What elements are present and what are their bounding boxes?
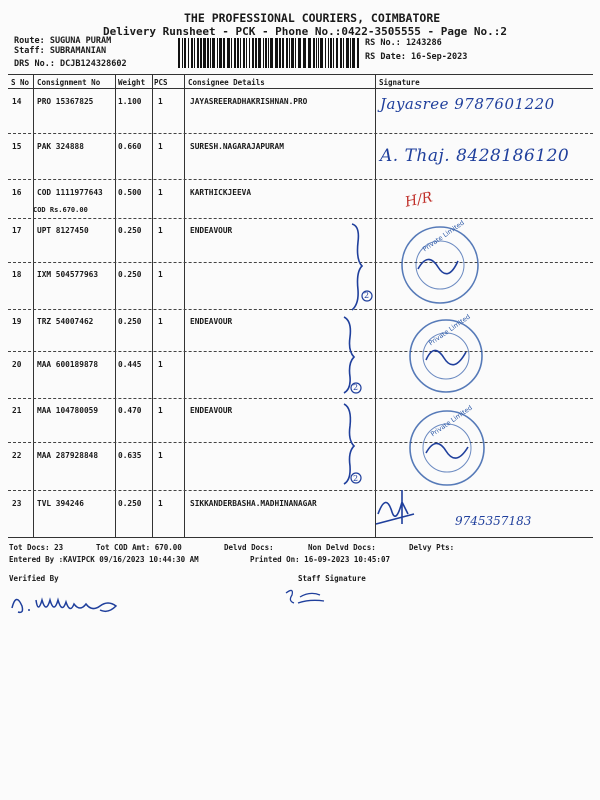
col-header-consignment: Consignment No bbox=[37, 78, 101, 87]
row-pcs: 1 bbox=[158, 451, 163, 460]
col-divider bbox=[152, 74, 153, 537]
row-details: SURESH.NAGARAJAPURAM bbox=[190, 142, 284, 151]
row-weight: 0.250 bbox=[118, 270, 142, 279]
staff: Staff: SUBRAMANIAN bbox=[14, 46, 107, 56]
handwritten-signature-row14: Jayasree 9787601220 bbox=[380, 95, 555, 113]
row-details: KARTHICKJEEVA bbox=[190, 188, 252, 197]
col-header-pcs: PCS bbox=[154, 78, 168, 87]
col-divider bbox=[115, 74, 116, 537]
total-cod-amount: Tot COD Amt: 670.00 bbox=[96, 543, 182, 552]
stamp-text: Private Limited bbox=[429, 403, 474, 439]
row-pcs: 1 bbox=[158, 226, 163, 235]
row-consignment: TVL 394246 bbox=[37, 499, 84, 508]
handwritten-phone-row23: 9745357183 bbox=[455, 514, 532, 528]
table-header-border bbox=[8, 88, 593, 89]
row-weight: 0.470 bbox=[118, 406, 142, 415]
brace-count: 2 bbox=[353, 474, 359, 483]
row-pcs: 1 bbox=[158, 360, 163, 369]
row-divider bbox=[8, 442, 593, 443]
row-divider bbox=[8, 133, 593, 134]
table-top-border bbox=[8, 74, 593, 75]
row-details: ENDEAVOUR bbox=[190, 317, 233, 326]
handwritten-hr-mark: H/R bbox=[403, 189, 434, 211]
row-divider bbox=[8, 218, 593, 219]
drs-number: DRS No.: DCJB124328602 bbox=[14, 59, 127, 69]
row-consignment: MAA 287928848 bbox=[37, 451, 99, 460]
stamp-text: Private Limited bbox=[421, 218, 466, 254]
row-consignment: MAA 104780059 bbox=[37, 406, 99, 415]
row-divider bbox=[8, 179, 593, 180]
delivery-points: Delvy Pts: bbox=[409, 543, 455, 552]
row-weight: 0.635 bbox=[118, 451, 142, 460]
row-sno: 15 bbox=[12, 142, 22, 151]
table-bottom-border bbox=[8, 537, 593, 538]
brace-mark bbox=[338, 220, 376, 315]
staff-signature bbox=[280, 585, 330, 609]
total-docs: Tot Docs: 23 bbox=[9, 543, 64, 552]
row-pcs: 1 bbox=[158, 188, 163, 197]
row-weight: 0.660 bbox=[118, 142, 142, 151]
row-sno: 23 bbox=[12, 499, 22, 508]
row-weight: 0.250 bbox=[118, 317, 142, 326]
row-sno: 22 bbox=[12, 451, 22, 460]
row-divider bbox=[8, 490, 593, 491]
brace-count: 2 bbox=[353, 383, 359, 392]
row-details: ENDEAVOUR bbox=[190, 226, 233, 235]
stamp-text: Private Limited bbox=[427, 312, 472, 348]
col-divider bbox=[184, 74, 185, 537]
row-divider bbox=[8, 262, 593, 263]
row-consignment: UPT 8127450 bbox=[37, 226, 89, 235]
row-consignment: PRO 15367825 bbox=[37, 97, 94, 106]
row-consignment: PAK 324888 bbox=[37, 142, 84, 151]
brace-count: 2 bbox=[364, 291, 370, 300]
row-weight: 0.445 bbox=[118, 360, 142, 369]
row-details: JAYASREERADHAKRISHNAN.PRO bbox=[190, 97, 308, 106]
handwritten-signature-row15: A. Thaj. 8428186120 bbox=[380, 146, 570, 166]
rs-date: RS Date: 16-Sep-2023 bbox=[365, 52, 468, 62]
printed-on: Printed On: 16-09-2023 10:45:07 bbox=[250, 555, 390, 564]
verified-by-label: Verified By bbox=[9, 574, 59, 583]
company-name: THE PROFESSIONAL COURIERS, COIMBATORE bbox=[184, 11, 441, 25]
brace-mark bbox=[330, 313, 370, 398]
col-divider bbox=[33, 74, 34, 537]
row-pcs: 1 bbox=[158, 97, 163, 106]
non-delivered-docs: Non Delvd Docs: bbox=[308, 543, 376, 552]
row-weight: 0.500 bbox=[118, 188, 142, 197]
delivered-docs: Delvd Docs: bbox=[224, 543, 274, 552]
row-sno: 19 bbox=[12, 317, 22, 326]
row-cod-amount: COD Rs.670.00 bbox=[33, 206, 88, 214]
row-divider bbox=[8, 351, 593, 352]
row-sno: 20 bbox=[12, 360, 22, 369]
row-pcs: 1 bbox=[158, 142, 163, 151]
row-pcs: 1 bbox=[158, 317, 163, 326]
route: Route: SUGUNA PURAM bbox=[14, 36, 112, 46]
row-divider bbox=[8, 309, 593, 310]
rs-number: RS No.: 1243286 bbox=[365, 38, 442, 48]
row-weight: 1.100 bbox=[118, 97, 142, 106]
runsheet-subtitle: Delivery Runsheet - PCK - Phone No.:0422-3505555 - Page No.:2 bbox=[103, 25, 507, 38]
row-details: SIKKANDERBASHA.MADHINANAGAR bbox=[190, 499, 317, 508]
col-header-consignee: Consignee Details bbox=[188, 78, 265, 87]
handwritten-signature-row23 bbox=[372, 484, 422, 530]
col-header-signature: Signature bbox=[379, 78, 420, 87]
row-divider bbox=[8, 398, 593, 399]
row-weight: 0.250 bbox=[118, 226, 142, 235]
row-consignment: MAA 600189878 bbox=[37, 360, 99, 369]
row-sno: 18 bbox=[12, 270, 22, 279]
row-consignment: TRZ 54007462 bbox=[37, 317, 94, 326]
row-details: ENDEAVOUR bbox=[190, 406, 233, 415]
row-pcs: 1 bbox=[158, 406, 163, 415]
row-sno: 17 bbox=[12, 226, 22, 235]
row-sno: 14 bbox=[12, 97, 22, 106]
row-sno: 21 bbox=[12, 406, 22, 415]
entered-by: Entered By :KAVIPCK 09/16/2023 10:44:30 AM bbox=[9, 555, 199, 564]
barcode bbox=[178, 38, 360, 68]
row-pcs: 1 bbox=[158, 499, 163, 508]
brace-mark bbox=[330, 400, 370, 488]
col-header-weight: Weight bbox=[118, 78, 146, 87]
col-header-sno: S No bbox=[11, 78, 30, 87]
verified-by-signature bbox=[8, 586, 133, 620]
row-sno: 16 bbox=[12, 188, 22, 197]
row-weight: 0.250 bbox=[118, 499, 142, 508]
row-pcs: 1 bbox=[158, 270, 163, 279]
row-consignment: COD 1111977643 bbox=[37, 188, 103, 197]
row-consignment: IXM 504577963 bbox=[37, 270, 99, 279]
staff-signature-label: Staff Signature bbox=[298, 574, 366, 583]
